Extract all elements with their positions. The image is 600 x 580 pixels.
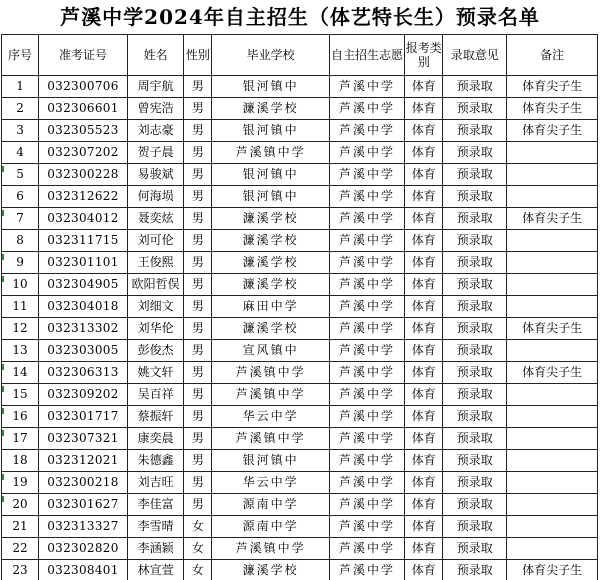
cell-note[interactable]: 体育尖子生	[507, 98, 598, 120]
cell-name[interactable]: 刘华伦	[127, 318, 184, 340]
header-seq: 序号	[2, 35, 39, 76]
cell-name[interactable]: 曾宪浩	[127, 98, 184, 120]
cell-note[interactable]: 体育尖子生	[507, 362, 598, 384]
cell-opinion[interactable]: 预录取	[443, 120, 507, 142]
cell-gender[interactable]: 男	[184, 230, 212, 252]
cell-name[interactable]: 周宇航	[127, 76, 184, 98]
table-row[interactable]	[2, 538, 598, 560]
cell-school[interactable]: 芦溪镇中学	[212, 384, 330, 406]
cell-gender[interactable]: 女	[184, 538, 212, 560]
cell-opinion[interactable]: 预录取	[443, 406, 507, 428]
table-row[interactable]	[2, 252, 598, 274]
cell-opinion[interactable]: 预录取	[443, 384, 507, 406]
cell-name[interactable]: 姚文轩	[127, 362, 184, 384]
cell-opinion[interactable]: 预录取	[443, 362, 507, 384]
cell-school[interactable]: 濂溪学校	[212, 98, 330, 120]
cell-name[interactable]: 林宣萱	[127, 560, 184, 580]
cell-note[interactable]	[507, 274, 598, 296]
table-row[interactable]	[2, 428, 598, 450]
cell-seq[interactable]: 21	[2, 516, 39, 538]
cell-choice[interactable]: 芦溪中学	[329, 450, 404, 472]
table-row[interactable]	[2, 516, 598, 538]
cell-category[interactable]: 体育	[405, 560, 443, 580]
cell-school[interactable]: 濂溪学校	[212, 274, 330, 296]
cell-note[interactable]: 体育尖子生	[507, 120, 598, 142]
cell-gender[interactable]: 男	[184, 384, 212, 406]
cell-gender[interactable]: 男	[184, 318, 212, 340]
cell-choice[interactable]: 芦溪中学	[329, 274, 404, 296]
cell-note[interactable]	[507, 296, 598, 318]
cell-note[interactable]	[507, 164, 598, 186]
cell-choice[interactable]: 芦溪中学	[329, 428, 404, 450]
cell-ticket[interactable]: 032300228	[39, 164, 128, 186]
cell-seq[interactable]: 12	[2, 318, 39, 340]
cell-school[interactable]: 源南中学	[212, 494, 330, 516]
cell-opinion[interactable]: 预录取	[443, 142, 507, 164]
cell-note[interactable]: 体育尖子生	[507, 76, 598, 98]
table-row[interactable]	[2, 98, 598, 120]
cell-name[interactable]: 刘吉旺	[127, 472, 184, 494]
cell-seq[interactable]: 10	[2, 274, 39, 296]
cell-ticket[interactable]: 032307321	[39, 428, 128, 450]
cell-note[interactable]	[507, 516, 598, 538]
cell-category[interactable]: 体育	[405, 230, 443, 252]
cell-gender[interactable]: 男	[184, 142, 212, 164]
cell-seq[interactable]: 7	[2, 208, 39, 230]
cell-category[interactable]: 体育	[405, 406, 443, 428]
cell-seq[interactable]: 19	[2, 472, 39, 494]
cell-ticket[interactable]: 032309202	[39, 384, 128, 406]
cell-ticket[interactable]: 032312021	[39, 450, 128, 472]
cell-seq[interactable]: 6	[2, 186, 39, 208]
cell-note[interactable]	[507, 428, 598, 450]
cell-note[interactable]: 体育尖子生	[507, 208, 598, 230]
cell-school[interactable]: 濂溪学校	[212, 230, 330, 252]
cell-name[interactable]: 王俊熙	[127, 252, 184, 274]
cell-seq[interactable]: 14	[2, 362, 39, 384]
cell-choice[interactable]: 芦溪中学	[329, 494, 404, 516]
cell-choice[interactable]: 芦溪中学	[329, 186, 404, 208]
cell-ticket[interactable]: 032311715	[39, 230, 128, 252]
cell-opinion[interactable]: 预录取	[443, 516, 507, 538]
cell-category[interactable]: 体育	[405, 120, 443, 142]
cell-opinion[interactable]: 预录取	[443, 538, 507, 560]
cell-school[interactable]: 芦溪镇中学	[212, 362, 330, 384]
cell-category[interactable]: 体育	[405, 318, 443, 340]
cell-school[interactable]: 华云中学	[212, 406, 330, 428]
cell-opinion[interactable]: 预录取	[443, 296, 507, 318]
cell-opinion[interactable]: 预录取	[443, 76, 507, 98]
cell-note[interactable]	[507, 252, 598, 274]
cell-opinion[interactable]: 预录取	[443, 252, 507, 274]
cell-school[interactable]: 濂溪学校	[212, 252, 330, 274]
cell-seq[interactable]: 23	[2, 560, 39, 580]
cell-name[interactable]: 彭俊杰	[127, 340, 184, 362]
page-title: 芦溪中学2024年自主招生（体艺特长生）预录名单	[60, 5, 540, 29]
header-name: 姓名	[127, 35, 184, 76]
cell-seq[interactable]: 9	[2, 252, 39, 274]
cell-note[interactable]	[507, 186, 598, 208]
cell-seq[interactable]: 18	[2, 450, 39, 472]
cell-opinion[interactable]: 预录取	[443, 98, 507, 120]
cell-seq[interactable]: 2	[2, 98, 39, 120]
cell-choice[interactable]: 芦溪中学	[329, 76, 404, 98]
cell-note[interactable]	[507, 230, 598, 252]
cell-note[interactable]: 体育尖子生	[507, 318, 598, 340]
cell-category[interactable]: 体育	[405, 472, 443, 494]
cell-note[interactable]	[507, 406, 598, 428]
cell-school[interactable]: 银河镇中	[212, 450, 330, 472]
cell-category[interactable]: 体育	[405, 384, 443, 406]
cell-gender[interactable]: 男	[184, 120, 212, 142]
cell-ticket[interactable]: 032313302	[39, 318, 128, 340]
cell-category[interactable]: 体育	[405, 362, 443, 384]
cell-category[interactable]: 体育	[405, 252, 443, 274]
table-row[interactable]	[2, 560, 598, 580]
cell-note[interactable]	[507, 538, 598, 560]
cell-gender[interactable]: 男	[184, 494, 212, 516]
cell-school[interactable]: 芦溪镇中学	[212, 538, 330, 560]
table-row[interactable]	[2, 230, 598, 252]
cell-school[interactable]: 濂溪学校	[212, 318, 330, 340]
cell-category[interactable]: 体育	[405, 296, 443, 318]
cell-gender[interactable]: 男	[184, 164, 212, 186]
cell-name[interactable]: 吴百祥	[127, 384, 184, 406]
cell-name[interactable]: 康奕晨	[127, 428, 184, 450]
cell-seq[interactable]: 8	[2, 230, 39, 252]
table-row[interactable]	[2, 450, 598, 472]
cell-note[interactable]	[507, 142, 598, 164]
cell-seq[interactable]: 13	[2, 340, 39, 362]
header-choice: 自主招生志愿	[329, 35, 404, 76]
admission-table	[1, 34, 598, 580]
cell-name[interactable]: 欧阳哲俣	[127, 274, 184, 296]
table-row[interactable]	[2, 76, 598, 98]
cell-gender[interactable]: 男	[184, 428, 212, 450]
cell-gender[interactable]: 男	[184, 76, 212, 98]
cell-choice[interactable]: 芦溪中学	[329, 406, 404, 428]
cell-note[interactable]: 体育尖子生	[507, 560, 598, 580]
cell-school[interactable]: 银河镇中	[212, 164, 330, 186]
table-row[interactable]	[2, 274, 598, 296]
cell-opinion[interactable]: 预录取	[443, 340, 507, 362]
cell-seq[interactable]: 3	[2, 120, 39, 142]
cell-opinion[interactable]: 预录取	[443, 208, 507, 230]
cell-choice[interactable]: 芦溪中学	[329, 98, 404, 120]
cell-choice[interactable]: 芦溪中学	[329, 472, 404, 494]
cell-gender[interactable]: 男	[184, 208, 212, 230]
cell-category[interactable]: 体育	[405, 186, 443, 208]
table-row[interactable]	[2, 494, 598, 516]
cell-choice[interactable]: 芦溪中学	[329, 340, 404, 362]
cell-category[interactable]: 体育	[405, 76, 443, 98]
cell-name[interactable]: 聂奕炫	[127, 208, 184, 230]
cell-choice[interactable]: 芦溪中学	[329, 318, 404, 340]
cell-gender[interactable]: 男	[184, 252, 212, 274]
cell-category[interactable]: 体育	[405, 208, 443, 230]
cell-name[interactable]: 蔡振轩	[127, 406, 184, 428]
table-row[interactable]	[2, 164, 598, 186]
table-row[interactable]	[2, 362, 598, 384]
header-gender: 性别	[184, 35, 212, 76]
table-row[interactable]	[2, 406, 598, 428]
cell-school[interactable]: 麻田中学	[212, 296, 330, 318]
cell-gender[interactable]: 女	[184, 516, 212, 538]
cell-name[interactable]: 朱德鑫	[127, 450, 184, 472]
cell-choice[interactable]: 芦溪中学	[329, 362, 404, 384]
cell-category[interactable]: 体育	[405, 142, 443, 164]
cell-choice[interactable]: 芦溪中学	[329, 516, 404, 538]
cell-opinion[interactable]: 预录取	[443, 494, 507, 516]
cell-gender[interactable]: 女	[184, 560, 212, 580]
cell-opinion[interactable]: 预录取	[443, 560, 507, 580]
cell-category[interactable]: 体育	[405, 450, 443, 472]
cell-category[interactable]: 体育	[405, 428, 443, 450]
cell-ticket[interactable]: 032312622	[39, 186, 128, 208]
cell-choice[interactable]: 芦溪中学	[329, 208, 404, 230]
cell-name[interactable]: 李涵颖	[127, 538, 184, 560]
cell-school[interactable]: 银河镇中	[212, 76, 330, 98]
cell-ticket[interactable]: 032301101	[39, 252, 128, 274]
cell-school[interactable]: 华云中学	[212, 472, 330, 494]
cell-category[interactable]: 体育	[405, 516, 443, 538]
cell-ticket[interactable]: 032301717	[39, 406, 128, 428]
table-row[interactable]	[2, 472, 598, 494]
cell-school[interactable]: 濂溪学校	[212, 560, 330, 580]
table-row[interactable]	[2, 296, 598, 318]
cell-seq[interactable]: 17	[2, 428, 39, 450]
cell-opinion[interactable]: 预录取	[443, 472, 507, 494]
table-row[interactable]	[2, 186, 598, 208]
cell-choice[interactable]: 芦溪中学	[329, 120, 404, 142]
cell-seq[interactable]: 1	[2, 76, 39, 98]
cell-ticket[interactable]: 032305523	[39, 120, 128, 142]
cell-choice[interactable]: 芦溪中学	[329, 384, 404, 406]
cell-choice[interactable]: 芦溪中学	[329, 164, 404, 186]
cell-gender[interactable]: 男	[184, 296, 212, 318]
cell-name[interactable]: 李雪晴	[127, 516, 184, 538]
cell-ticket[interactable]: 032300706	[39, 76, 128, 98]
cell-category[interactable]: 体育	[405, 494, 443, 516]
cell-gender[interactable]: 男	[184, 406, 212, 428]
cell-seq[interactable]: 5	[2, 164, 39, 186]
cell-opinion[interactable]: 预录取	[443, 318, 507, 340]
cell-ticket[interactable]: 032304905	[39, 274, 128, 296]
cell-choice[interactable]: 芦溪中学	[329, 538, 404, 560]
header-note: 备注	[507, 35, 598, 76]
cell-opinion[interactable]: 预录取	[443, 230, 507, 252]
cell-opinion[interactable]: 预录取	[443, 186, 507, 208]
cell-note[interactable]	[507, 340, 598, 362]
cell-opinion[interactable]: 预录取	[443, 164, 507, 186]
cell-gender[interactable]: 男	[184, 98, 212, 120]
cell-category[interactable]: 体育	[405, 274, 443, 296]
cell-opinion[interactable]: 预录取	[443, 274, 507, 296]
cell-gender[interactable]: 男	[184, 274, 212, 296]
cell-ticket[interactable]: 032308401	[39, 560, 128, 580]
cell-name[interactable]: 李佳富	[127, 494, 184, 516]
cell-ticket[interactable]: 032301627	[39, 494, 128, 516]
cell-opinion[interactable]: 预录取	[443, 450, 507, 472]
cell-school[interactable]: 银河镇中	[212, 120, 330, 142]
cell-category[interactable]: 体育	[405, 98, 443, 120]
header-opinion: 录取意见	[443, 35, 507, 76]
cell-ticket[interactable]: 032300218	[39, 472, 128, 494]
cell-choice[interactable]: 芦溪中学	[329, 296, 404, 318]
cell-school[interactable]: 濂溪学校	[212, 208, 330, 230]
table-row[interactable]	[2, 340, 598, 362]
header-school: 毕业学校	[212, 35, 330, 76]
cell-category[interactable]: 体育	[405, 164, 443, 186]
table-row[interactable]	[2, 318, 598, 340]
cell-opinion[interactable]: 预录取	[443, 428, 507, 450]
cell-school[interactable]: 芦溪镇中学	[212, 428, 330, 450]
header-row	[2, 35, 598, 76]
cell-ticket[interactable]: 032304018	[39, 296, 128, 318]
cell-category[interactable]: 体育	[405, 538, 443, 560]
cell-choice[interactable]: 芦溪中学	[329, 142, 404, 164]
cell-seq[interactable]: 4	[2, 142, 39, 164]
cell-gender[interactable]: 男	[184, 186, 212, 208]
cell-ticket[interactable]: 032303005	[39, 340, 128, 362]
cell-note[interactable]	[507, 384, 598, 406]
cell-ticket[interactable]: 032307202	[39, 142, 128, 164]
cell-note[interactable]	[507, 472, 598, 494]
cell-seq[interactable]: 11	[2, 296, 39, 318]
cell-note[interactable]	[507, 450, 598, 472]
cell-ticket[interactable]: 032306313	[39, 362, 128, 384]
table-row[interactable]	[2, 208, 598, 230]
header-category: 报考类别	[405, 35, 443, 76]
cell-school[interactable]: 银河镇中	[212, 186, 330, 208]
cell-category[interactable]: 体育	[405, 340, 443, 362]
table-row[interactable]	[2, 120, 598, 142]
cell-name[interactable]: 刘可伦	[127, 230, 184, 252]
cell-name[interactable]: 贺子晨	[127, 142, 184, 164]
cell-choice[interactable]: 芦溪中学	[329, 560, 404, 580]
cell-seq[interactable]: 15	[2, 384, 39, 406]
cell-choice[interactable]: 芦溪中学	[329, 230, 404, 252]
table-row[interactable]	[2, 142, 598, 164]
cell-school[interactable]: 宣风镇中	[212, 340, 330, 362]
cell-ticket[interactable]: 032304012	[39, 208, 128, 230]
cell-seq[interactable]: 20	[2, 494, 39, 516]
table-row[interactable]	[2, 384, 598, 406]
cell-school[interactable]: 芦溪镇中学	[212, 142, 330, 164]
cell-gender[interactable]: 男	[184, 450, 212, 472]
cell-name[interactable]: 何海埙	[127, 186, 184, 208]
cell-name[interactable]: 易骏斌	[127, 164, 184, 186]
cell-name[interactable]: 刘细文	[127, 296, 184, 318]
cell-ticket[interactable]: 032313327	[39, 516, 128, 538]
cell-gender[interactable]: 男	[184, 362, 212, 384]
cell-ticket[interactable]: 032302820	[39, 538, 128, 560]
cell-choice[interactable]: 芦溪中学	[329, 252, 404, 274]
cell-seq[interactable]: 22	[2, 538, 39, 560]
cell-ticket[interactable]: 032306601	[39, 98, 128, 120]
cell-gender[interactable]: 男	[184, 340, 212, 362]
cell-seq[interactable]: 16	[2, 406, 39, 428]
cell-school[interactable]: 源南中学	[212, 516, 330, 538]
header-ticket: 准考证号	[39, 35, 128, 76]
cell-gender[interactable]: 男	[184, 472, 212, 494]
table-body	[2, 76, 598, 580]
cell-name[interactable]: 刘志豪	[127, 120, 184, 142]
cell-note[interactable]	[507, 494, 598, 516]
